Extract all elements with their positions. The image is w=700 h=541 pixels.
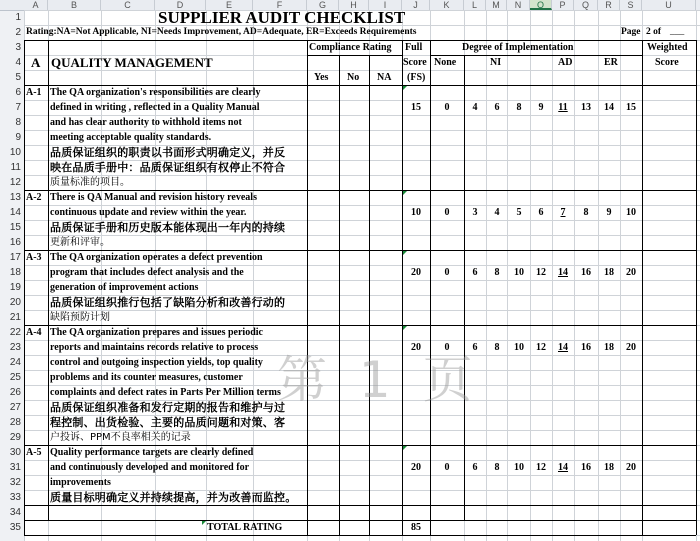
section-letter: A xyxy=(31,55,41,70)
row-header-13[interactable]: 13 xyxy=(9,192,21,203)
item-description-zh: 更新和评审。 xyxy=(50,237,110,248)
fs-header: (FS) xyxy=(407,72,426,83)
degree-value: 15 xyxy=(626,102,636,113)
row-header-4[interactable]: 4 xyxy=(15,57,21,68)
row-header-15[interactable]: 15 xyxy=(9,222,21,233)
row-header-26[interactable]: 26 xyxy=(9,387,21,398)
item-description-en: control and outgoing inspection yields, top quality xyxy=(50,357,263,368)
row-header-31[interactable]: 31 xyxy=(9,462,21,473)
row-header-24[interactable]: 24 xyxy=(9,357,21,368)
item-description-en: The QA organization prepares and issues periodic xyxy=(50,327,263,338)
degree-value: 12 xyxy=(536,267,546,278)
row-header-5[interactable]: 5 xyxy=(15,72,21,83)
degree-value: 9 xyxy=(538,102,544,113)
degree-value: 11 xyxy=(558,102,568,113)
row-header-28[interactable]: 28 xyxy=(9,417,21,428)
degree-value: 6 xyxy=(472,342,478,353)
none-header: None xyxy=(434,57,457,68)
degree-value: 14 xyxy=(558,342,568,353)
item-description-en: The QA organization operates a defect prevention xyxy=(50,252,263,263)
row-header-8[interactable]: 8 xyxy=(15,117,21,128)
row-header-6[interactable]: 6 xyxy=(15,87,21,98)
degree-value: 8 xyxy=(494,462,500,473)
degree-value: 16 xyxy=(581,267,591,278)
degree-value: 10 xyxy=(626,207,636,218)
column-header-q[interactable]: Q xyxy=(574,0,598,10)
item-description-zh: 程控制、出货检验、主要的品质问题和对策、客 xyxy=(50,416,286,429)
column-header-a[interactable]: A xyxy=(24,0,48,10)
item-description-en: The QA organization's responsibilities are clearly xyxy=(50,87,261,98)
row-header-12[interactable]: 12 xyxy=(9,177,21,188)
ni-header: NI xyxy=(490,57,502,68)
degree-value: 0 xyxy=(444,207,450,218)
degree-value: 13 xyxy=(581,102,591,113)
degree-value: 20 xyxy=(626,342,636,353)
row-header-17[interactable]: 17 xyxy=(9,252,21,263)
degree-value: 14 xyxy=(558,267,568,278)
row-header-23[interactable]: 23 xyxy=(9,342,21,353)
degree-value: 0 xyxy=(444,462,450,473)
row-header-34[interactable]: 34 xyxy=(9,507,21,518)
degree-value: 18 xyxy=(604,267,614,278)
item-description-zh: 户投诉、PPM不良率相关的记录 xyxy=(50,432,191,443)
degree-value: 18 xyxy=(604,342,614,353)
comment-indicator xyxy=(202,521,206,525)
row-header-19[interactable]: 19 xyxy=(9,282,21,293)
row-header-20[interactable]: 20 xyxy=(9,297,21,308)
page-number: 2 of xyxy=(646,27,662,37)
degree-value: 5 xyxy=(516,207,522,218)
column-header-o[interactable]: O xyxy=(530,0,552,10)
comment-indicator xyxy=(403,446,407,450)
row-header-7[interactable]: 7 xyxy=(15,102,21,113)
column-header-p[interactable]: P xyxy=(552,0,574,10)
full-score-value: 20 xyxy=(411,342,421,353)
degree-value: 9 xyxy=(606,207,612,218)
section-title: QUALITY MANAGEMENT xyxy=(51,55,213,70)
page-watermark: 第 1 页 xyxy=(277,351,481,409)
row-header-21[interactable]: 21 xyxy=(9,312,21,323)
item-description-zh: 品质保证组织准备和发行定期的报告和维护与过 xyxy=(50,401,286,414)
row-header-27[interactable]: 27 xyxy=(9,402,21,413)
degree-value: 8 xyxy=(494,342,500,353)
degree-value: 0 xyxy=(444,102,450,113)
item-description-en: meeting acceptable quality standards. xyxy=(50,132,212,143)
degree-value: 18 xyxy=(604,462,614,473)
page-total-blank: ___ xyxy=(670,27,685,37)
column-header-b[interactable]: B xyxy=(48,0,101,10)
item-id: A-3 xyxy=(26,252,42,263)
degree-of-implementation-header: Degree of Implementation xyxy=(462,42,574,53)
degree-value: 8 xyxy=(583,207,589,218)
full-score-value: 20 xyxy=(411,462,421,473)
comment-indicator xyxy=(403,326,407,330)
degree-value: 16 xyxy=(581,462,591,473)
degree-value: 4 xyxy=(494,207,500,218)
degree-value: 20 xyxy=(626,267,636,278)
item-description-en: reports and maintains records relative to process xyxy=(50,342,259,353)
item-description-en: generation of improvement actions xyxy=(50,282,199,293)
degree-value: 6 xyxy=(472,267,478,278)
ad-header: AD xyxy=(558,57,573,68)
item-description-en: continuous update and review within the year. xyxy=(50,207,247,218)
comment-indicator xyxy=(403,86,407,90)
row-header-35[interactable]: 35 xyxy=(9,522,21,533)
degree-value: 20 xyxy=(626,462,636,473)
item-id: A-5 xyxy=(26,447,42,458)
degree-value: 7 xyxy=(560,207,566,218)
item-description-en: Quality performance targets are clearly defined xyxy=(50,447,254,458)
row-header-30[interactable]: 30 xyxy=(9,447,21,458)
column-header-h[interactable]: H xyxy=(339,0,369,10)
item-id: A-2 xyxy=(26,192,42,203)
na-header: NA xyxy=(377,72,392,83)
total-rating-value: 85 xyxy=(411,522,421,533)
row-header-10[interactable]: 10 xyxy=(9,147,21,158)
degree-value: 14 xyxy=(604,102,614,113)
comment-indicator xyxy=(403,251,407,255)
row-header-14[interactable]: 14 xyxy=(9,207,21,218)
degree-value: 8 xyxy=(516,102,522,113)
column-header-d[interactable]: D xyxy=(155,0,206,10)
item-description-en: problems and its counter measures, customer xyxy=(50,372,243,383)
column-header-r[interactable]: R xyxy=(598,0,620,10)
column-header-l[interactable]: L xyxy=(464,0,486,10)
column-header-e[interactable]: E xyxy=(206,0,253,10)
rating-legend: Rating:NA=Not Applicable, NI=Needs Improvement, AD=Adequate, ER=Exceeds Requirements xyxy=(26,27,417,37)
row-header-33[interactable]: 33 xyxy=(9,492,21,503)
column-header-u[interactable]: U xyxy=(642,0,696,10)
column-header-k[interactable]: K xyxy=(430,0,464,10)
degree-value: 10 xyxy=(514,267,524,278)
row-header-3[interactable]: 3 xyxy=(15,42,21,53)
degree-value: 6 xyxy=(494,102,500,113)
item-description-en: defined in writing , reflected in a Quality Manual xyxy=(50,102,260,113)
degree-value: 14 xyxy=(558,462,568,473)
column-header-f[interactable]: F xyxy=(253,0,307,10)
column-header-i[interactable]: I xyxy=(369,0,402,10)
no-header: No xyxy=(347,72,360,83)
row-header-22[interactable]: 22 xyxy=(9,327,21,338)
degree-value: 6 xyxy=(538,207,544,218)
item-description-zh: 质量标准的项目。 xyxy=(50,177,130,188)
yes-header: Yes xyxy=(314,72,329,83)
comment-indicator xyxy=(403,191,407,195)
row-header-32[interactable]: 32 xyxy=(9,477,21,488)
column-header-j[interactable]: J xyxy=(402,0,430,10)
item-description-zh: 缺陷预防计划 xyxy=(50,312,110,323)
score-header: Score xyxy=(403,57,427,68)
total-rating-label: TOTAL RATING xyxy=(207,522,283,533)
item-description-zh: 品质保证手册和历史版本能体现出一年内的持续 xyxy=(50,221,286,234)
degree-value: 10 xyxy=(514,462,524,473)
column-header-n[interactable]: N xyxy=(507,0,530,10)
full-score-value: 15 xyxy=(411,102,421,113)
item-description-en: and has clear authority to withhold items not xyxy=(50,117,242,128)
row-header-16[interactable]: 16 xyxy=(9,237,21,248)
full-header: Full xyxy=(405,42,423,53)
degree-value: 0 xyxy=(444,342,450,353)
compliance-rating-header: Compliance Rating xyxy=(309,42,392,53)
weighted-header: Weighted xyxy=(647,42,688,53)
column-header-s[interactable]: S xyxy=(620,0,642,10)
row-header-18[interactable]: 18 xyxy=(9,267,21,278)
page-label: Page xyxy=(621,27,641,37)
item-description-en: improvements xyxy=(50,477,111,488)
item-description-en: There is QA Manual and revision history reveals xyxy=(50,192,257,203)
row-header-25[interactable]: 25 xyxy=(9,372,21,383)
er-header: ER xyxy=(604,57,618,68)
degree-value: 12 xyxy=(536,342,546,353)
column-header-c[interactable]: C xyxy=(101,0,155,10)
degree-value: 4 xyxy=(472,102,478,113)
item-id: A-4 xyxy=(26,327,42,338)
degree-value: 10 xyxy=(514,342,524,353)
degree-value: 0 xyxy=(444,267,450,278)
row-header-1[interactable]: 1 xyxy=(15,12,21,23)
degree-value: 8 xyxy=(494,267,500,278)
full-score-value: 20 xyxy=(411,267,421,278)
item-description-en: and continuously developed and monitored for xyxy=(50,462,250,473)
degree-value: 6 xyxy=(472,462,478,473)
item-description-zh: 质量目标明确定义并持续提高，并为改善而监控。 xyxy=(50,491,297,504)
row-header-11[interactable]: 11 xyxy=(10,162,21,173)
item-description-zh: 品质保证组织的职责以书面形式明确定义，并反 xyxy=(50,146,286,159)
column-header-g[interactable]: G xyxy=(307,0,339,10)
item-description-en: program that includes defect analysis and the xyxy=(50,267,244,278)
weighted-score-header: Score xyxy=(655,57,679,68)
degree-value: 12 xyxy=(536,462,546,473)
degree-value: 3 xyxy=(472,207,478,218)
item-description-zh: 映在品质手册中：品质保证组织有权停止不符合 xyxy=(50,161,286,174)
row-header-2[interactable]: 2 xyxy=(15,27,21,38)
degree-value: 16 xyxy=(581,342,591,353)
row-header-9[interactable]: 9 xyxy=(15,132,21,143)
sheet-title: SUPPLIER AUDIT CHECKLIST xyxy=(158,8,406,27)
full-score-value: 10 xyxy=(411,207,421,218)
row-header-29[interactable]: 29 xyxy=(9,432,21,443)
item-id: A-1 xyxy=(26,87,42,98)
column-header-m[interactable]: M xyxy=(486,0,507,10)
item-description-zh: 品质保证组织推行包括了缺陷分析和改善行动的 xyxy=(50,296,286,309)
item-description-en: complaints and defect rates in Parts Per Million terms xyxy=(50,387,281,398)
